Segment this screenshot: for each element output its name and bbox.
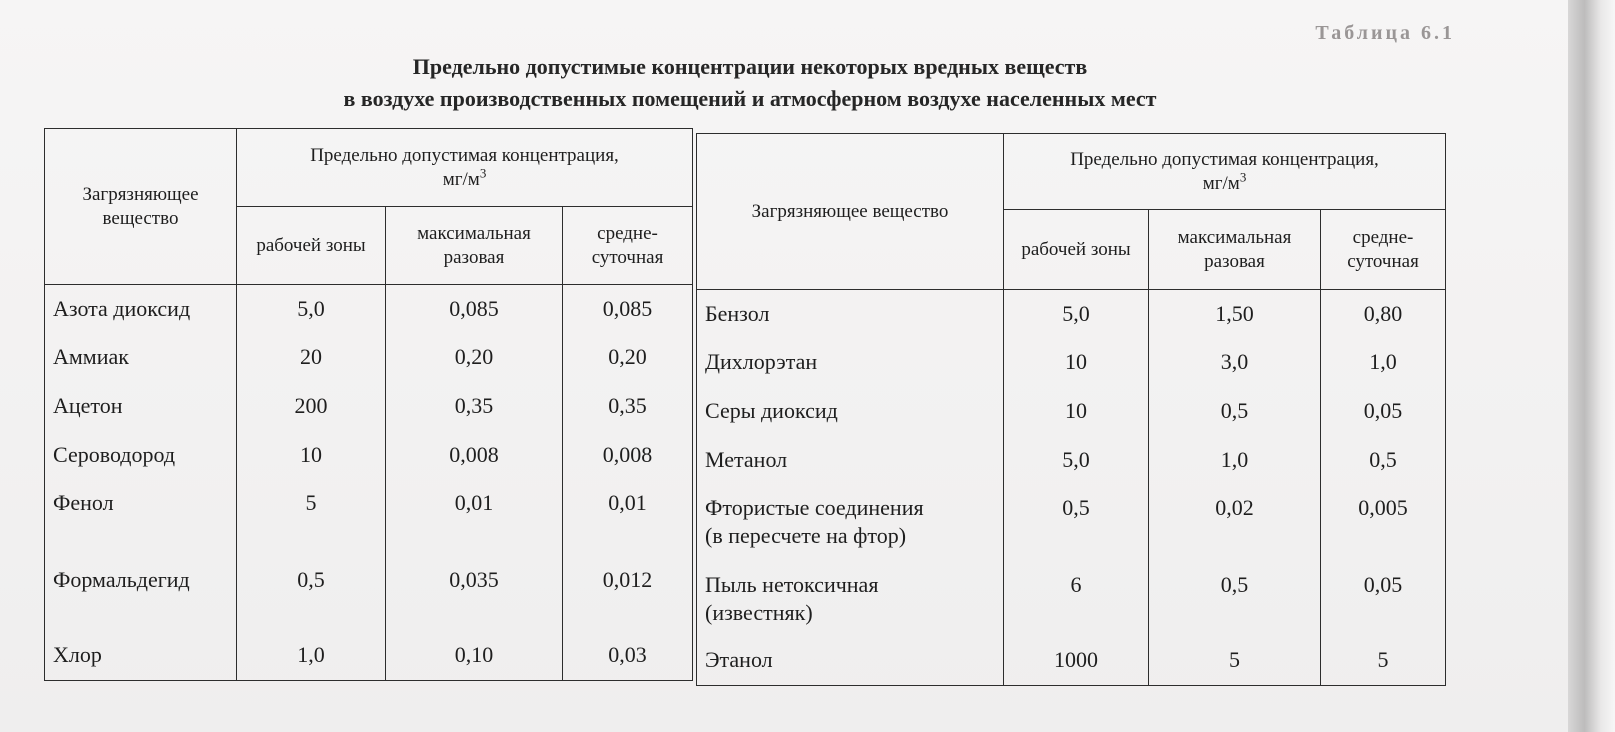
value-work-zone: 20 — [237, 343, 386, 392]
substance-name: Ацетон — [45, 392, 237, 441]
header-substance: Загрязняющее вещество — [697, 134, 1004, 290]
substance-name — [697, 571, 1004, 646]
book-binding-edge — [1568, 0, 1615, 732]
value-work-zone: 200 — [237, 392, 386, 441]
substance-name-line-1: Пыль нетоксичная — [705, 571, 879, 597]
substance-name: Этанол — [697, 646, 1004, 686]
value-work-zone: 10 — [1004, 397, 1149, 446]
value-daily-average: 0,35 — [563, 392, 693, 441]
table-row — [697, 348, 1446, 397]
header-max-single: максимальная разовая — [1149, 210, 1321, 290]
substance-name: Сероводород — [45, 441, 237, 489]
value-daily-average: 0,03 — [563, 641, 693, 681]
header-work-zone: рабочей зоны — [1004, 210, 1149, 290]
substance-name: Дихлорэтан — [697, 348, 1004, 397]
value-max-single: 0,01 — [386, 489, 563, 566]
substance-name — [697, 494, 1004, 571]
value-daily-average: 0,20 — [563, 343, 693, 392]
value-work-zone: 0,5 — [1004, 494, 1149, 571]
value-work-zone: 5,0 — [237, 285, 386, 343]
value-daily-average: 0,085 — [563, 285, 693, 343]
value-max-single: 1,50 — [1149, 290, 1321, 348]
value-daily-average: 0,05 — [1321, 571, 1446, 646]
value-work-zone: 6 — [1004, 571, 1149, 646]
table-row — [45, 489, 693, 566]
value-max-single: 5 — [1149, 646, 1321, 686]
value-work-zone: 5 — [237, 489, 386, 566]
table-row — [45, 641, 693, 681]
value-daily-average: 5 — [1321, 646, 1446, 686]
value-daily-average: 0,05 — [1321, 397, 1446, 446]
header-daily-average: средне-суточная — [1321, 210, 1446, 290]
table-row — [45, 392, 693, 441]
header-unit: мг/м — [442, 168, 480, 190]
substance-name: Формальдегид — [45, 566, 237, 641]
pdk-table-right — [696, 133, 1446, 686]
table-row — [697, 571, 1446, 646]
substance-name-line-1: Фтористые соединения — [705, 494, 924, 520]
substance-name: Азота диоксид — [45, 285, 237, 343]
header-max-single: максимальная разовая — [386, 207, 563, 285]
value-daily-average: 0,80 — [1321, 290, 1446, 348]
value-daily-average: 0,005 — [1321, 494, 1446, 571]
substance-name: Аммиак — [45, 343, 237, 392]
header-unit-exponent: 3 — [479, 165, 487, 181]
substance-name-line-2: (в пересчете на фтор) — [705, 522, 907, 548]
substance-name: Бензол — [697, 290, 1004, 348]
pdk-table-left — [44, 128, 693, 681]
substance-name: Хлор — [45, 641, 237, 681]
value-daily-average: 0,012 — [563, 566, 693, 641]
value-max-single: 1,0 — [1149, 446, 1321, 494]
value-work-zone: 0,5 — [237, 566, 386, 641]
value-daily-average: 0,01 — [563, 489, 693, 566]
table-number: Таблица 6.1 — [1315, 22, 1455, 44]
table-row — [697, 646, 1446, 686]
header-pdk-label: Предельно допустимая концентрация, — [310, 144, 619, 166]
value-max-single: 0,5 — [1149, 397, 1321, 446]
value-max-single: 0,20 — [386, 343, 563, 392]
value-work-zone: 10 — [237, 441, 386, 489]
table-row — [45, 566, 693, 641]
substance-name: Серы диоксид — [697, 397, 1004, 446]
table-title-line-2: в воздухе производственных помещений и атмосферном воздухе населенных мест — [343, 86, 1157, 111]
header-work-zone: рабочей зоны — [237, 207, 386, 285]
value-max-single: 0,008 — [386, 441, 563, 489]
table-row — [697, 397, 1446, 446]
value-max-single: 0,02 — [1149, 494, 1321, 571]
value-work-zone: 1000 — [1004, 646, 1149, 686]
value-max-single: 3,0 — [1149, 348, 1321, 397]
header-pdk-label: Предельно допустимая концентрация, — [1070, 148, 1379, 170]
value-work-zone: 5,0 — [1004, 446, 1149, 494]
header-substance: Загрязняющее вещество — [45, 129, 237, 285]
table-title-line-1: Предельно допустимые концентрации некоторых вредных веществ — [412, 54, 1088, 79]
substance-name-line-2: (известняк) — [705, 599, 813, 625]
header-unit-exponent: 3 — [1239, 169, 1247, 185]
value-daily-average: 0,008 — [563, 441, 693, 489]
table-row — [45, 285, 693, 343]
value-max-single: 0,35 — [386, 392, 563, 441]
value-max-single: 0,035 — [386, 566, 563, 641]
value-daily-average: 1,0 — [1321, 348, 1446, 397]
value-max-single: 0,085 — [386, 285, 563, 343]
substance-name: Метанол — [697, 446, 1004, 494]
table-row — [697, 446, 1446, 494]
value-max-single: 0,5 — [1149, 571, 1321, 646]
table-row — [45, 441, 693, 489]
value-work-zone: 5,0 — [1004, 290, 1149, 348]
header-pdk — [237, 129, 693, 207]
value-work-zone: 1,0 — [237, 641, 386, 681]
value-max-single: 0,10 — [386, 641, 563, 681]
header-pdk — [1004, 134, 1446, 210]
header-unit: мг/м — [1202, 172, 1240, 194]
table-row — [697, 290, 1446, 348]
header-daily-average: средне-суточная — [563, 207, 693, 285]
table-row — [45, 343, 693, 392]
value-daily-average: 0,5 — [1321, 446, 1446, 494]
value-work-zone: 10 — [1004, 348, 1149, 397]
table-row — [697, 494, 1446, 571]
substance-name: Фенол — [45, 489, 237, 566]
